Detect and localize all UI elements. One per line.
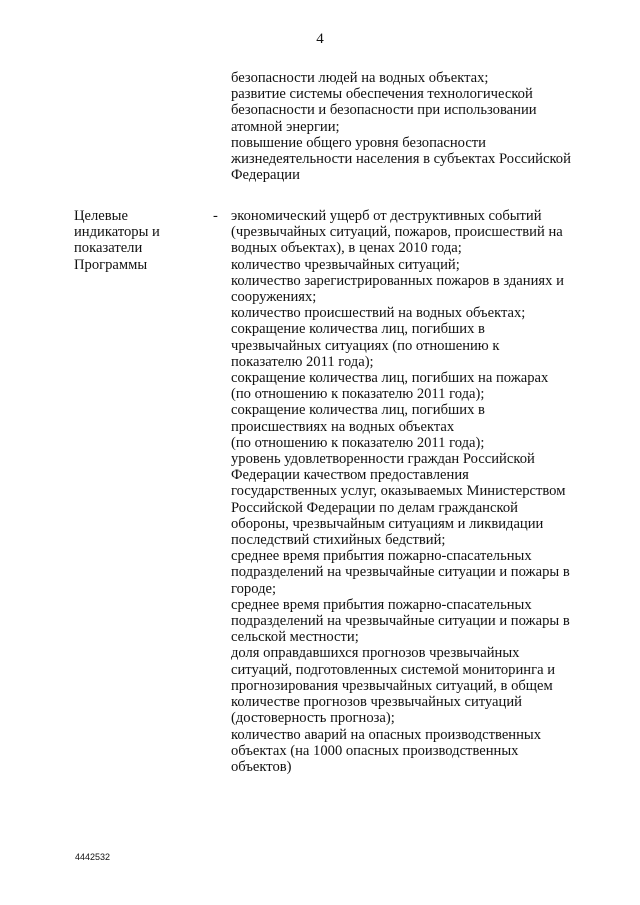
section-dash: - xyxy=(213,208,218,224)
document-code: 4442532 xyxy=(75,852,111,862)
continuation-text: безопасности людей на водных объектах; развитие системы обеспечения технологической безопасности и безопасности при использовании атомной энергии; повышение общего уровня безопасности жизнедеятельности населения в субъектах Российской Федерации xyxy=(231,70,571,184)
page-number: 4 xyxy=(316,31,324,47)
section-label: Целевые индикаторы и показатели Программы xyxy=(74,208,160,273)
section-text: экономический ущерб от деструктивных событий (чрезвычайных ситуаций, пожаров, происшествий на водных объектах), в ценах 2010 года; количество чрезвычайных ситуаций; количество зарегистрированных пожаров в зданиях и сооружениях; количество происшествий на водных объектах; сокращение количества лиц, погибших в чрезвычайных ситуациях (по отношению к показателю 2011 года); сокращение количества лиц, погибших на пожарах (по отношению к показателю 2011 года); сокращение количества лиц, погибших в происшествиях на водных объектах (по отношению к показателю 2011 года); уровень удовлетворенности граждан Российской Федерации качеством предоставления государственных услуг, оказываемых Министерством Российской Федерации по делам гражданской обороны, чрезвычайным ситуациям и ликвидации последствий стихийных бедствий; среднее время прибытия пожарно-спасательных подразделений на чрезвычайные ситуации и пожары в городе; среднее время прибытия пожарно-спасательных подразделений на чрезвычайные ситуации и пожары в сельской местности; доля оправдавшихся прогнозов чрезвычайных ситуаций, подготовленных системой мониторинга и прогнозирования чрезвычайных ситуаций, в общем количестве прогнозов чрезвычайных ситуаций (достоверность прогноза); количество аварий на опасных производственных объектах (на 1000 опасных производственных объектов) xyxy=(231,208,570,775)
